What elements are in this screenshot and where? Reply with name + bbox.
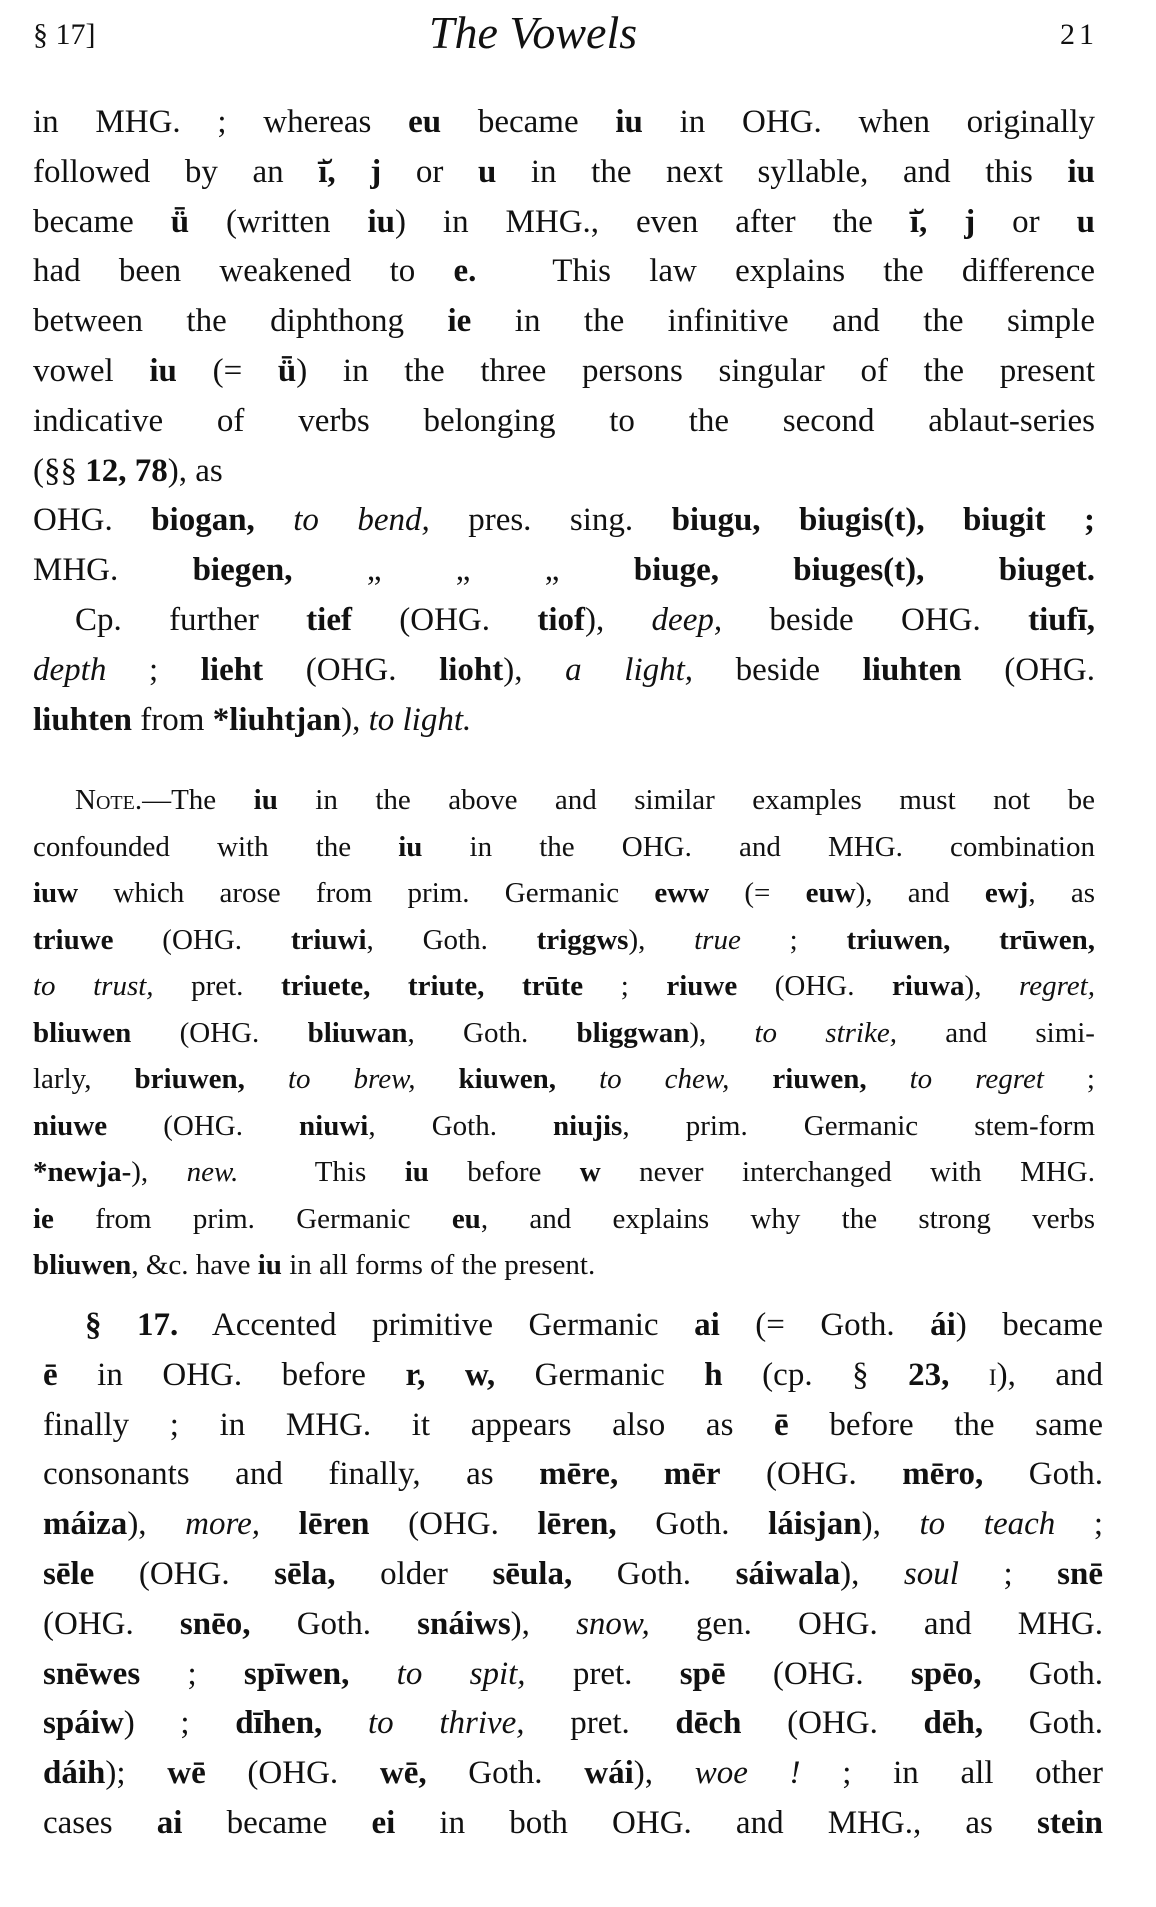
text-run: OHG. bbox=[33, 502, 152, 539]
bold-term: liuhten bbox=[33, 701, 133, 738]
text-line bbox=[43, 1351, 1103, 1401]
bold-term: wē bbox=[167, 1755, 206, 1792]
bold-term: snáiws bbox=[417, 1605, 511, 1642]
bold-term: spáiw bbox=[43, 1705, 124, 1742]
text-run: ), bbox=[127, 1506, 186, 1543]
text-run: ), bbox=[689, 1016, 755, 1049]
italic-gloss: new. bbox=[186, 1156, 239, 1188]
bold-term: riuwen, bbox=[772, 1063, 867, 1095]
bold-term: triggws bbox=[536, 923, 629, 956]
bold-term: wái bbox=[584, 1755, 634, 1792]
text-run: pret. bbox=[524, 1705, 676, 1742]
text-run: in both OHG. and MHG., as bbox=[395, 1804, 1037, 1841]
text-run: ; bbox=[1043, 1063, 1095, 1095]
text-run: Goth. bbox=[250, 1605, 418, 1642]
bold-term: sēla, bbox=[274, 1555, 336, 1592]
text-run bbox=[245, 1063, 288, 1095]
bold-term: dēh, bbox=[923, 1705, 984, 1742]
bold-term: ī̆, j bbox=[909, 203, 976, 240]
italic-gloss: woe ! bbox=[694, 1755, 801, 1792]
text-run: ), bbox=[861, 1506, 920, 1543]
bold-term: bliuwen bbox=[33, 1016, 132, 1049]
text-run: ; bbox=[583, 970, 667, 1002]
text-run: in the next syllable, and this bbox=[496, 153, 1068, 190]
italic-gloss: to bend, bbox=[293, 502, 430, 539]
text-run: Germanic bbox=[495, 1356, 705, 1393]
text-line bbox=[33, 917, 1095, 964]
text-line bbox=[43, 1799, 1103, 1849]
bold-term: iuw bbox=[33, 877, 79, 909]
bold-term: liuhten bbox=[862, 651, 962, 688]
text-line bbox=[33, 646, 1095, 696]
text-run: or bbox=[975, 203, 1077, 240]
bold-term: spē bbox=[679, 1655, 726, 1692]
bold-term: ē bbox=[774, 1406, 789, 1443]
text-run: ) in the three persons singular of the present bbox=[296, 352, 1095, 389]
bold-term: niujis bbox=[553, 1109, 623, 1142]
bold-term: w bbox=[579, 1156, 601, 1188]
text-line bbox=[33, 870, 1095, 917]
text-run: ) ; bbox=[123, 1705, 236, 1742]
text-run: Accented primitive Germanic bbox=[178, 1307, 695, 1343]
bold-term: *liuhtjan bbox=[212, 701, 342, 738]
text-run: ; bbox=[740, 923, 847, 956]
bold-term: bliuwan bbox=[307, 1016, 408, 1049]
text-run: never interchanged with MHG. bbox=[600, 1156, 1095, 1188]
text-run: in MHG. ; whereas bbox=[33, 104, 409, 140]
text-run: ), and bbox=[855, 877, 985, 909]
text-run: (= bbox=[709, 877, 806, 909]
text-run: ), bbox=[964, 970, 1020, 1002]
text-run: (OHG. bbox=[720, 1456, 903, 1493]
text-run: (OHG. bbox=[131, 1016, 308, 1049]
text-run: ) became bbox=[955, 1307, 1104, 1343]
bold-term: ai bbox=[694, 1307, 720, 1343]
bold-term: bliuwen bbox=[33, 1249, 132, 1281]
bold-term: ī̆, j bbox=[318, 153, 382, 190]
text-line bbox=[33, 247, 1095, 297]
text-run: ), bbox=[584, 601, 652, 638]
text-run: gen. OHG. and MHG. bbox=[649, 1605, 1104, 1642]
bold-term: 12, 78 bbox=[85, 452, 168, 489]
text-run: beside bbox=[693, 651, 863, 688]
bold-term: tiufī, bbox=[1028, 601, 1095, 638]
bold-term: triuete, triute, trūte bbox=[281, 970, 584, 1002]
text-line bbox=[33, 148, 1095, 198]
bold-term: stein bbox=[1036, 1804, 1103, 1841]
italic-gloss: to chew, bbox=[599, 1063, 730, 1095]
text-line bbox=[33, 397, 1095, 447]
text-run: cases bbox=[43, 1804, 157, 1841]
text-line bbox=[43, 1500, 1103, 1550]
italic-gloss: deep, bbox=[651, 601, 723, 638]
text-run: pres. sing. bbox=[429, 502, 672, 539]
text-line bbox=[43, 1699, 1103, 1749]
text-run: became bbox=[441, 104, 616, 140]
text-line bbox=[43, 1650, 1103, 1700]
text-run: , prim. Germanic stem-form bbox=[622, 1109, 1095, 1142]
text-run: indicative of verbs belonging to the second ablaut-series bbox=[33, 402, 1095, 439]
italic-gloss: a light, bbox=[565, 651, 694, 688]
italic-gloss: to spit, bbox=[396, 1655, 526, 1692]
text-run: ) in MHG., even after the bbox=[394, 203, 910, 240]
text-run: Goth. bbox=[983, 1705, 1104, 1742]
text-run: , &c. have bbox=[131, 1249, 258, 1281]
bold-term: iu bbox=[253, 784, 278, 816]
bold-term: iu bbox=[367, 203, 395, 240]
text-run: (OHG. bbox=[351, 601, 538, 638]
text-run: (OHG. bbox=[107, 1109, 300, 1142]
text-run bbox=[867, 1063, 910, 1095]
text-run: which arose from prim. Germanic bbox=[78, 877, 655, 909]
text-run: older bbox=[335, 1555, 493, 1592]
text-line bbox=[33, 963, 1095, 1010]
text-line bbox=[33, 1056, 1095, 1103]
text-run: beside OHG. bbox=[722, 601, 1029, 638]
text-run: Goth. bbox=[426, 1755, 585, 1792]
note-paragraph bbox=[33, 777, 1095, 1289]
text-run: had been weakened to bbox=[33, 253, 454, 290]
text-run: from prim. Germanic bbox=[53, 1202, 452, 1235]
text-run: (OHG. bbox=[113, 923, 291, 956]
text-run bbox=[556, 1063, 599, 1095]
bold-term: biugu, biugis(t), biugit ; bbox=[671, 502, 1095, 539]
bold-term: eu bbox=[451, 1202, 481, 1235]
text-run: (= bbox=[176, 352, 278, 389]
bold-term: sēle bbox=[43, 1555, 95, 1592]
text-run: (OHG. bbox=[737, 970, 893, 1002]
paragraph-vowel-eu bbox=[33, 98, 1095, 745]
text-run: This bbox=[238, 1156, 405, 1188]
bold-term: eu bbox=[408, 104, 442, 140]
text-run: (cp. § bbox=[722, 1356, 909, 1393]
italic-gloss: soul bbox=[903, 1555, 959, 1592]
bold-term: iu bbox=[615, 104, 643, 140]
text-run: (§§ bbox=[33, 452, 86, 489]
text-line bbox=[33, 1010, 1095, 1057]
text-run: in the above and similar examples must not be bbox=[277, 784, 1095, 816]
text-run bbox=[949, 1357, 989, 1393]
bold-term: triuwe bbox=[33, 923, 114, 956]
italic-gloss: depth bbox=[33, 651, 107, 688]
bold-term: riuwa bbox=[892, 970, 965, 1002]
text-run: in OHG. before bbox=[57, 1356, 406, 1393]
bold-term: spīwen, bbox=[243, 1655, 350, 1692]
text-line bbox=[33, 347, 1095, 397]
text-line bbox=[33, 447, 1095, 497]
text-run: finally ; in MHG. it appears also as bbox=[43, 1406, 775, 1443]
text-run: (= Goth. bbox=[719, 1307, 931, 1343]
text-run: between the diphthong bbox=[33, 303, 448, 340]
text-run: (OHG. bbox=[43, 1605, 180, 1642]
text-run: larly, bbox=[33, 1063, 135, 1095]
bold-term: iu bbox=[1067, 153, 1095, 190]
text-run: (OHG. bbox=[205, 1755, 380, 1792]
text-line bbox=[43, 1301, 1103, 1351]
italic-gloss: regret, bbox=[1019, 970, 1095, 1002]
small-caps-text: i bbox=[988, 1356, 997, 1393]
bold-term: lēren bbox=[298, 1506, 370, 1543]
text-run: (OHG. bbox=[94, 1555, 275, 1592]
text-line bbox=[33, 1242, 1095, 1289]
bold-term: tiof bbox=[537, 601, 585, 638]
text-run: became bbox=[33, 203, 171, 240]
text-run: ; bbox=[958, 1555, 1058, 1592]
bold-term: biegen, bbox=[192, 552, 293, 589]
bold-term: iu bbox=[404, 1156, 429, 1188]
bold-term: ie bbox=[447, 303, 472, 340]
text-line bbox=[33, 1149, 1095, 1196]
text-run: in the infinitive and the simple bbox=[471, 303, 1096, 340]
text-run: (OHG. bbox=[369, 1506, 538, 1543]
bold-term: u bbox=[1076, 203, 1095, 240]
text-run: ), bbox=[341, 701, 369, 738]
text-line bbox=[33, 596, 1095, 646]
bold-term: eww bbox=[654, 877, 710, 909]
italic-gloss: to thrive, bbox=[367, 1705, 525, 1742]
bold-term: riuwe bbox=[666, 970, 738, 1002]
text-run: , Goth. bbox=[368, 1109, 554, 1142]
text-line bbox=[33, 824, 1095, 871]
text-run: ), bbox=[131, 1156, 187, 1188]
bold-term: 23, bbox=[908, 1356, 950, 1393]
bold-term: biuge, biuges(t), biuget. bbox=[633, 552, 1095, 589]
text-run: , Goth. bbox=[366, 923, 537, 956]
text-line bbox=[43, 1600, 1103, 1650]
italic-gloss: more, bbox=[185, 1506, 261, 1543]
bold-term: ǖ bbox=[170, 203, 190, 240]
bold-term: dīhen, bbox=[235, 1705, 323, 1742]
text-run: ), bbox=[840, 1555, 904, 1592]
text-run: consonants and finally, as bbox=[43, 1456, 540, 1493]
text-run: (written bbox=[189, 203, 368, 240]
bold-term: ái bbox=[930, 1307, 956, 1343]
text-line bbox=[33, 546, 1095, 596]
text-line bbox=[33, 198, 1095, 248]
bold-term: lioht bbox=[439, 651, 504, 688]
italic-gloss: snow, bbox=[576, 1605, 650, 1642]
text-run bbox=[322, 1705, 368, 1741]
text-run: ), bbox=[633, 1755, 695, 1792]
bold-term: dēch bbox=[675, 1705, 742, 1742]
text-run: ; bbox=[1055, 1506, 1104, 1543]
bold-term: r, w, bbox=[405, 1356, 496, 1393]
text-run bbox=[255, 502, 293, 538]
text-run bbox=[416, 1063, 459, 1095]
bold-term: spēo, bbox=[910, 1655, 982, 1692]
text-run: pret. bbox=[153, 970, 281, 1002]
bold-term: triuwi bbox=[290, 923, 367, 956]
italic-gloss: to regret bbox=[909, 1063, 1044, 1095]
bold-term: ē bbox=[43, 1356, 58, 1393]
bold-term: máiza bbox=[43, 1506, 128, 1543]
section-17-paragraph bbox=[43, 1301, 1103, 1849]
small-caps-text: Note. bbox=[75, 784, 143, 816]
text-run bbox=[260, 1506, 299, 1542]
text-line bbox=[43, 1550, 1103, 1600]
bold-term: niuwi bbox=[299, 1109, 369, 1142]
bold-term: h bbox=[704, 1356, 723, 1393]
text-run: —The bbox=[142, 784, 254, 816]
bold-term: *newja- bbox=[33, 1156, 132, 1188]
bold-term: mēro, bbox=[902, 1456, 984, 1493]
text-run: and simi- bbox=[896, 1016, 1095, 1049]
text-run: This law explains the difference bbox=[476, 253, 1095, 290]
text-run bbox=[729, 1063, 772, 1095]
text-run: (OHG. bbox=[741, 1705, 924, 1742]
text-run: or bbox=[381, 153, 478, 190]
text-run: vowel bbox=[33, 352, 150, 389]
text-line bbox=[33, 496, 1095, 546]
text-run: from bbox=[132, 701, 213, 738]
bold-term: sēula, bbox=[492, 1555, 573, 1592]
bold-term: sáiwala bbox=[735, 1555, 841, 1592]
text-run: Goth. bbox=[572, 1555, 736, 1592]
bold-term: e. bbox=[453, 253, 477, 290]
bold-term: biogan, bbox=[151, 502, 255, 539]
text-line bbox=[43, 1450, 1103, 1500]
bold-term: kiuwen, bbox=[458, 1063, 557, 1095]
text-run: Goth. bbox=[981, 1655, 1104, 1692]
bold-term: euw bbox=[805, 877, 856, 909]
text-line bbox=[33, 696, 1095, 746]
text-run: confounded with the bbox=[33, 830, 399, 863]
bold-term: mēre, mēr bbox=[539, 1456, 721, 1493]
text-run: , and explains why the strong verbs bbox=[480, 1202, 1095, 1235]
bold-term: snēwes bbox=[43, 1655, 141, 1692]
italic-gloss: true bbox=[694, 923, 741, 956]
text-line bbox=[33, 777, 1095, 824]
text-run: before the same bbox=[788, 1406, 1103, 1443]
italic-gloss: to strike, bbox=[754, 1016, 897, 1049]
text-run: Goth. bbox=[983, 1456, 1104, 1493]
text-line bbox=[43, 1401, 1103, 1451]
bold-term: ai bbox=[156, 1804, 183, 1841]
text-run: ), as bbox=[167, 452, 223, 489]
text-run: (OHG. bbox=[725, 1655, 911, 1692]
bold-term: iu bbox=[398, 830, 423, 863]
bold-term: lēren, bbox=[537, 1506, 617, 1543]
bold-term: ǖ bbox=[277, 352, 297, 389]
italic-gloss: to brew, bbox=[287, 1063, 416, 1095]
bold-term: snē bbox=[1057, 1555, 1104, 1592]
bold-term: tief bbox=[306, 601, 352, 638]
text-line bbox=[43, 1749, 1103, 1799]
text-line bbox=[33, 1196, 1095, 1243]
bold-term: u bbox=[477, 153, 497, 190]
text-run: ), bbox=[503, 651, 566, 688]
italic-gloss: to teach bbox=[919, 1506, 1056, 1543]
text-run bbox=[349, 1656, 396, 1692]
text-run: Cp. further bbox=[75, 601, 307, 638]
text-run: (OHG. bbox=[961, 651, 1096, 688]
italic-gloss: to light. bbox=[368, 701, 472, 738]
text-run: (OHG. bbox=[263, 651, 440, 688]
text-run: in the OHG. and MHG. combination bbox=[422, 830, 1095, 863]
text-run: ), and bbox=[996, 1356, 1104, 1393]
bold-term: láisjan bbox=[768, 1506, 862, 1543]
text-run: ), bbox=[628, 923, 695, 956]
text-run: MHG. bbox=[33, 552, 193, 589]
bold-term: triuwen, trūwen, bbox=[846, 923, 1095, 956]
bold-term: briuwen, bbox=[134, 1063, 245, 1095]
running-title: The Vowels bbox=[428, 7, 638, 58]
bold-term: dáih bbox=[43, 1755, 106, 1792]
bold-term: niuwe bbox=[33, 1109, 108, 1142]
text-run: followed by an bbox=[33, 153, 319, 190]
text-run: in OHG. when originally bbox=[642, 104, 1095, 140]
text-run: „ „ „ bbox=[292, 552, 634, 589]
text-run: ), bbox=[510, 1605, 577, 1642]
text-run: became bbox=[182, 1804, 372, 1841]
text-run: before bbox=[428, 1156, 580, 1188]
bold-term: snēo, bbox=[179, 1605, 251, 1642]
text-line bbox=[33, 98, 1095, 148]
bold-term: wē, bbox=[379, 1755, 427, 1792]
text-run: ; bbox=[140, 1655, 244, 1692]
italic-gloss: to trust, bbox=[33, 970, 154, 1002]
page-number: 21 bbox=[1060, 18, 1098, 51]
bold-term: iu bbox=[257, 1249, 282, 1281]
text-run: Goth. bbox=[616, 1506, 769, 1543]
text-run: in all forms of the present. bbox=[281, 1249, 596, 1281]
bold-term: ei bbox=[371, 1804, 396, 1841]
text-run: ; bbox=[106, 651, 201, 688]
text-run: ); bbox=[105, 1755, 168, 1792]
text-run: , Goth. bbox=[407, 1016, 577, 1049]
bold-term: iu bbox=[149, 352, 177, 389]
bold-term: lieht bbox=[200, 651, 264, 688]
text-run: ; in all other bbox=[800, 1755, 1103, 1792]
bold-term: bliggwan bbox=[576, 1016, 690, 1049]
text-run: , as bbox=[1028, 877, 1095, 909]
section-reference: § 17] bbox=[33, 18, 96, 51]
text-run: pret. bbox=[525, 1655, 680, 1692]
text-line bbox=[33, 297, 1095, 347]
text-line bbox=[33, 1103, 1095, 1150]
bold-term: ewj bbox=[984, 877, 1029, 909]
bold-term: § 17. bbox=[85, 1307, 179, 1343]
bold-term: ie bbox=[33, 1202, 54, 1235]
